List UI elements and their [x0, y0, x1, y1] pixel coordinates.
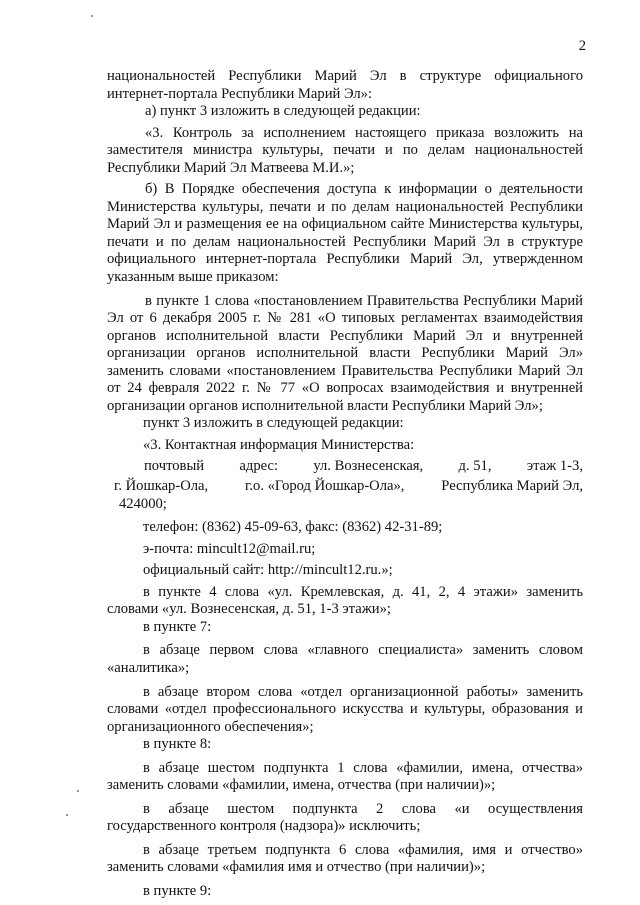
paragraph: в пункте 7: — [143, 618, 212, 635]
paragraph: пункт 3 изложить в следующей редакции: — [143, 415, 404, 432]
document-body — [107, 68, 583, 901]
paragraph: в абзаце втором слова «отдел организационной работы» заменить словами «отдел профессионального искусства и культуры, образования и организационного обеспечения»; — [107, 683, 583, 735]
postal-floors: этаж 1-3, — [526, 458, 583, 475]
paragraph: в абзаце третьем подпункта 6 слова «фамилия, имя и отчество» заменить словами «фамилия имя и отчество (при наличии)»; — [107, 841, 583, 876]
paragraph: э-почта: mincult12@mail.ru; — [143, 540, 316, 557]
paragraph: в абзаце шестом подпункта 1 слова «фамилии, имена, отчества» заменить словами «фамилии, имена, отчества (при наличии)»; — [107, 759, 583, 794]
postal-zip: 424000; — [119, 495, 167, 512]
paragraph: официальный сайт: http://mincult12.ru.»; — [143, 562, 393, 579]
paragraph: в пункте 8: — [143, 736, 212, 753]
paragraph: «3. Контроль за исполнением настоящего приказа возложить на заместителя министра культуры, печати и по делам национальностей Республики Марий Эл Матвеева М.И.»; — [107, 124, 583, 176]
postal-district: г.о. «Город Йошкар-Ола», — [245, 478, 405, 495]
scan-speck — [77, 790, 79, 792]
paragraph: телефон: (8362) 45-09-63, факс: (8362) 42-31-89; — [143, 519, 443, 536]
paragraph: в пункте 9: — [143, 882, 212, 899]
postal-address — [107, 458, 583, 513]
postal-label: почтовый — [144, 458, 205, 475]
paragraph: б) В Порядке обеспечения доступа к информации о деятельности Министерства культуры, печати и по делам национальностей Республики Марий Эл и размещения ее на официальном сайте Министерства культуры, печати и по делам национальностей Республики Марий Эл в структуре официального интернет-портала Республики Марий Эл, утвержденном указанным выше приказом: — [107, 181, 583, 286]
postal-word-address: адрес: — [239, 458, 278, 475]
paragraph: в абзаце шестом подпункта 2 слова «и осуществления государственного контроля (надзора)» исключить; — [107, 800, 583, 835]
scan-speck — [66, 814, 68, 816]
paragraph: «3. Контактная информация Министерства: — [143, 436, 415, 453]
paragraph: в абзаце первом слова «главного специалиста» заменить словом «аналитика»; — [107, 642, 583, 676]
postal-city: г. Йошкар-Ола, — [114, 478, 209, 495]
postal-address-line — [107, 458, 583, 476]
postal-street: ул. Вознесенская, — [313, 458, 424, 475]
page-number: 2 — [578, 38, 586, 54]
scan-speck — [91, 15, 93, 17]
postal-address-line — [114, 478, 583, 496]
paragraph: в пункте 1 слова «постановлением Правительства Республики Марий Эл от 6 декабря 2005 г. № 281 «О типовых регламентах взаимодействия органов исполнительной власти Республики Марий Эл и внутренней организации органов исполнительной власти Республики Марий Эл» заменить словами «постановлением Правительства Республики Марий Эл от 24 февраля 2022 г. № 77 «О вопросах взаимодействия и внутренней организации органов исполнительной власти Республики Марий Эл»; — [107, 292, 583, 414]
postal-republic: Республика Марий Эл, — [441, 478, 583, 495]
paragraph: а) пункт 3 изложить в следующей редакции: — [145, 103, 421, 120]
paragraph: в пункте 4 слова «ул. Кремлевская, д. 41, 2, 4 этажи» заменить словами «ул. Вознесенская, д. 51, 1-3 этажи»; — [107, 583, 583, 618]
postal-house: д. 51, — [458, 458, 492, 475]
paragraph: национальностей Республики Марий Эл в структуре официального интернет-портала Республики Марий Эл»: — [107, 68, 583, 102]
